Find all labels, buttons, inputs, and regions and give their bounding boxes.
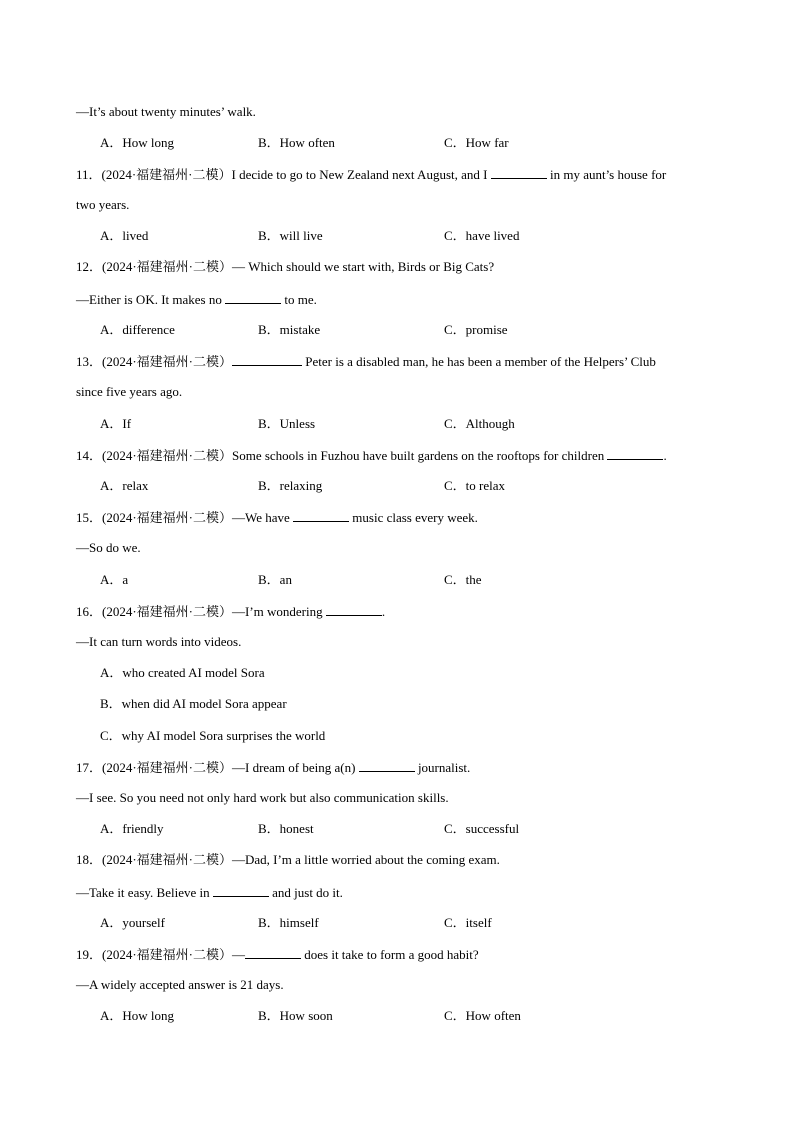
q14-options <box>100 477 740 495</box>
q10-option-b: B．How often <box>258 135 335 150</box>
q15-stem-suffix: music class every week. <box>352 510 478 525</box>
q19-options <box>100 1007 740 1025</box>
q17-stem-prefix: 17．(2024·福建福州·二模）—I dream of being a(n) <box>76 760 356 775</box>
q12-option-c: C．promise <box>444 322 508 337</box>
q19-stem-prefix: 19．(2024·福建福州·二模）— <box>76 947 245 962</box>
q14-stem-suffix: . <box>663 448 667 463</box>
q19-blank <box>245 945 301 959</box>
q11-stem-suffix: in my aunt’s house for <box>549 167 667 182</box>
q17-option-c: C．successful <box>444 821 520 836</box>
q12-options <box>100 321 740 339</box>
q13-stem-suffix: Peter is a disabled man, he has been a member of the Helpers’ Club <box>305 354 656 369</box>
q12-line2-prefix: —Either is OK. It makes no <box>76 292 222 307</box>
q14-option-c: C．to relax <box>444 478 506 493</box>
q18-stem-line2 <box>76 883 343 902</box>
q18-options <box>100 914 740 932</box>
q15-option-b: B．an <box>258 572 292 587</box>
q19-option-c: C．How often <box>444 1008 521 1023</box>
q19-stem <box>76 945 479 964</box>
q12-stem-line2 <box>76 290 317 309</box>
q16-stem-prefix: 16．(2024·福建福州·二模）—I’m wondering <box>76 604 323 619</box>
q19-option-a: A．How long <box>100 1008 175 1023</box>
q17-stem-line2: —I see. So you need not only hard work but also communication skills. <box>76 790 449 805</box>
q11-stem-prefix: 11．(2024·福建福州·二模）I decide to go to New Zealand next August, and I <box>76 167 488 182</box>
q16-stem <box>76 602 385 621</box>
q16-option-a: A．who created AI model Sora <box>100 665 265 680</box>
q18-option-a: A．yourself <box>100 915 165 930</box>
q12-stem: 12．(2024·福建福州·二模）— Which should we start with, Birds or Big Cats? <box>76 259 495 274</box>
q18-option-c: C．itself <box>444 915 492 930</box>
q14-option-a: A．relax <box>100 478 149 493</box>
q14-option-b: B．relaxing <box>258 478 323 493</box>
q13-blank <box>232 352 302 366</box>
q11-stem-line2: two years. <box>76 197 130 212</box>
q13-option-b: B．Unless <box>258 416 316 431</box>
q15-options <box>100 571 740 589</box>
q11-blank <box>491 165 547 179</box>
q11-stem <box>76 165 666 184</box>
q17-option-a: A．friendly <box>100 821 164 836</box>
q10-options <box>100 134 740 152</box>
q12-option-b: B．mistake <box>258 322 321 337</box>
q10-answer-text: —It’s about twenty minutes’ walk. <box>76 104 256 119</box>
q14-stem-prefix: 14．(2024·福建福州·二模）Some schools in Fuzhou have built gardens on the rooftops for children <box>76 448 605 463</box>
q14-blank <box>607 446 663 460</box>
q12-line2-suffix: to me. <box>284 292 317 307</box>
q18-option-b: B．himself <box>258 915 319 930</box>
q16-option-b: B．when did AI model Sora appear <box>100 696 287 711</box>
q10-option-c: C．How far <box>444 135 509 150</box>
q15-option-c: C．the <box>444 572 482 587</box>
q17-options <box>100 820 740 838</box>
q15-option-a: A．a <box>100 572 129 587</box>
q17-stem-suffix: journalist. <box>417 760 471 775</box>
q13-stem <box>76 352 656 371</box>
q14-stem <box>76 446 667 465</box>
q15-blank <box>293 508 349 522</box>
q18-blank <box>213 883 269 897</box>
q11-option-b: B．will live <box>258 228 323 243</box>
q19-stem-suffix: does it take to form a good habit? <box>304 947 479 962</box>
q16-stem-suffix: . <box>381 604 386 619</box>
q18-stem: 18．(2024·福建福州·二模）—Dad, I’m a little worried about the coming exam. <box>76 852 500 867</box>
q17-blank <box>359 758 415 772</box>
q11-option-c: C．have lived <box>444 228 520 243</box>
q19-stem-line2: —A widely accepted answer is 21 days. <box>76 977 284 992</box>
q17-option-b: B．honest <box>258 821 314 836</box>
q18-line2-suffix: and just do it. <box>272 885 343 900</box>
q18-line2-prefix: —Take it easy. Believe in <box>76 885 210 900</box>
q16-blank <box>326 602 382 616</box>
q13-option-a: A．If <box>100 416 132 431</box>
q13-options <box>100 415 740 433</box>
q13-stem-prefix: 13．(2024·福建福州·二模） <box>76 354 232 369</box>
q13-option-c: C．Although <box>444 416 515 431</box>
q15-stem-line2: —So do we. <box>76 540 141 555</box>
q16-stem-line2: —It can turn words into videos. <box>76 634 242 649</box>
q13-stem-line2: since five years ago. <box>76 384 183 399</box>
q11-option-a: A．lived <box>100 228 149 243</box>
q12-blank <box>225 290 281 304</box>
q10-option-a: A．How long <box>100 135 175 150</box>
q11-options <box>100 227 740 245</box>
q15-stem-prefix: 15．(2024·福建福州·二模）—We have <box>76 510 290 525</box>
q15-stem <box>76 508 478 527</box>
q17-stem <box>76 758 470 777</box>
q19-option-b: B．How soon <box>258 1008 333 1023</box>
q12-option-a: A．difference <box>100 322 175 337</box>
q10-answer-line <box>76 103 256 121</box>
q16-option-c: C．why AI model Sora surprises the world <box>100 728 326 743</box>
